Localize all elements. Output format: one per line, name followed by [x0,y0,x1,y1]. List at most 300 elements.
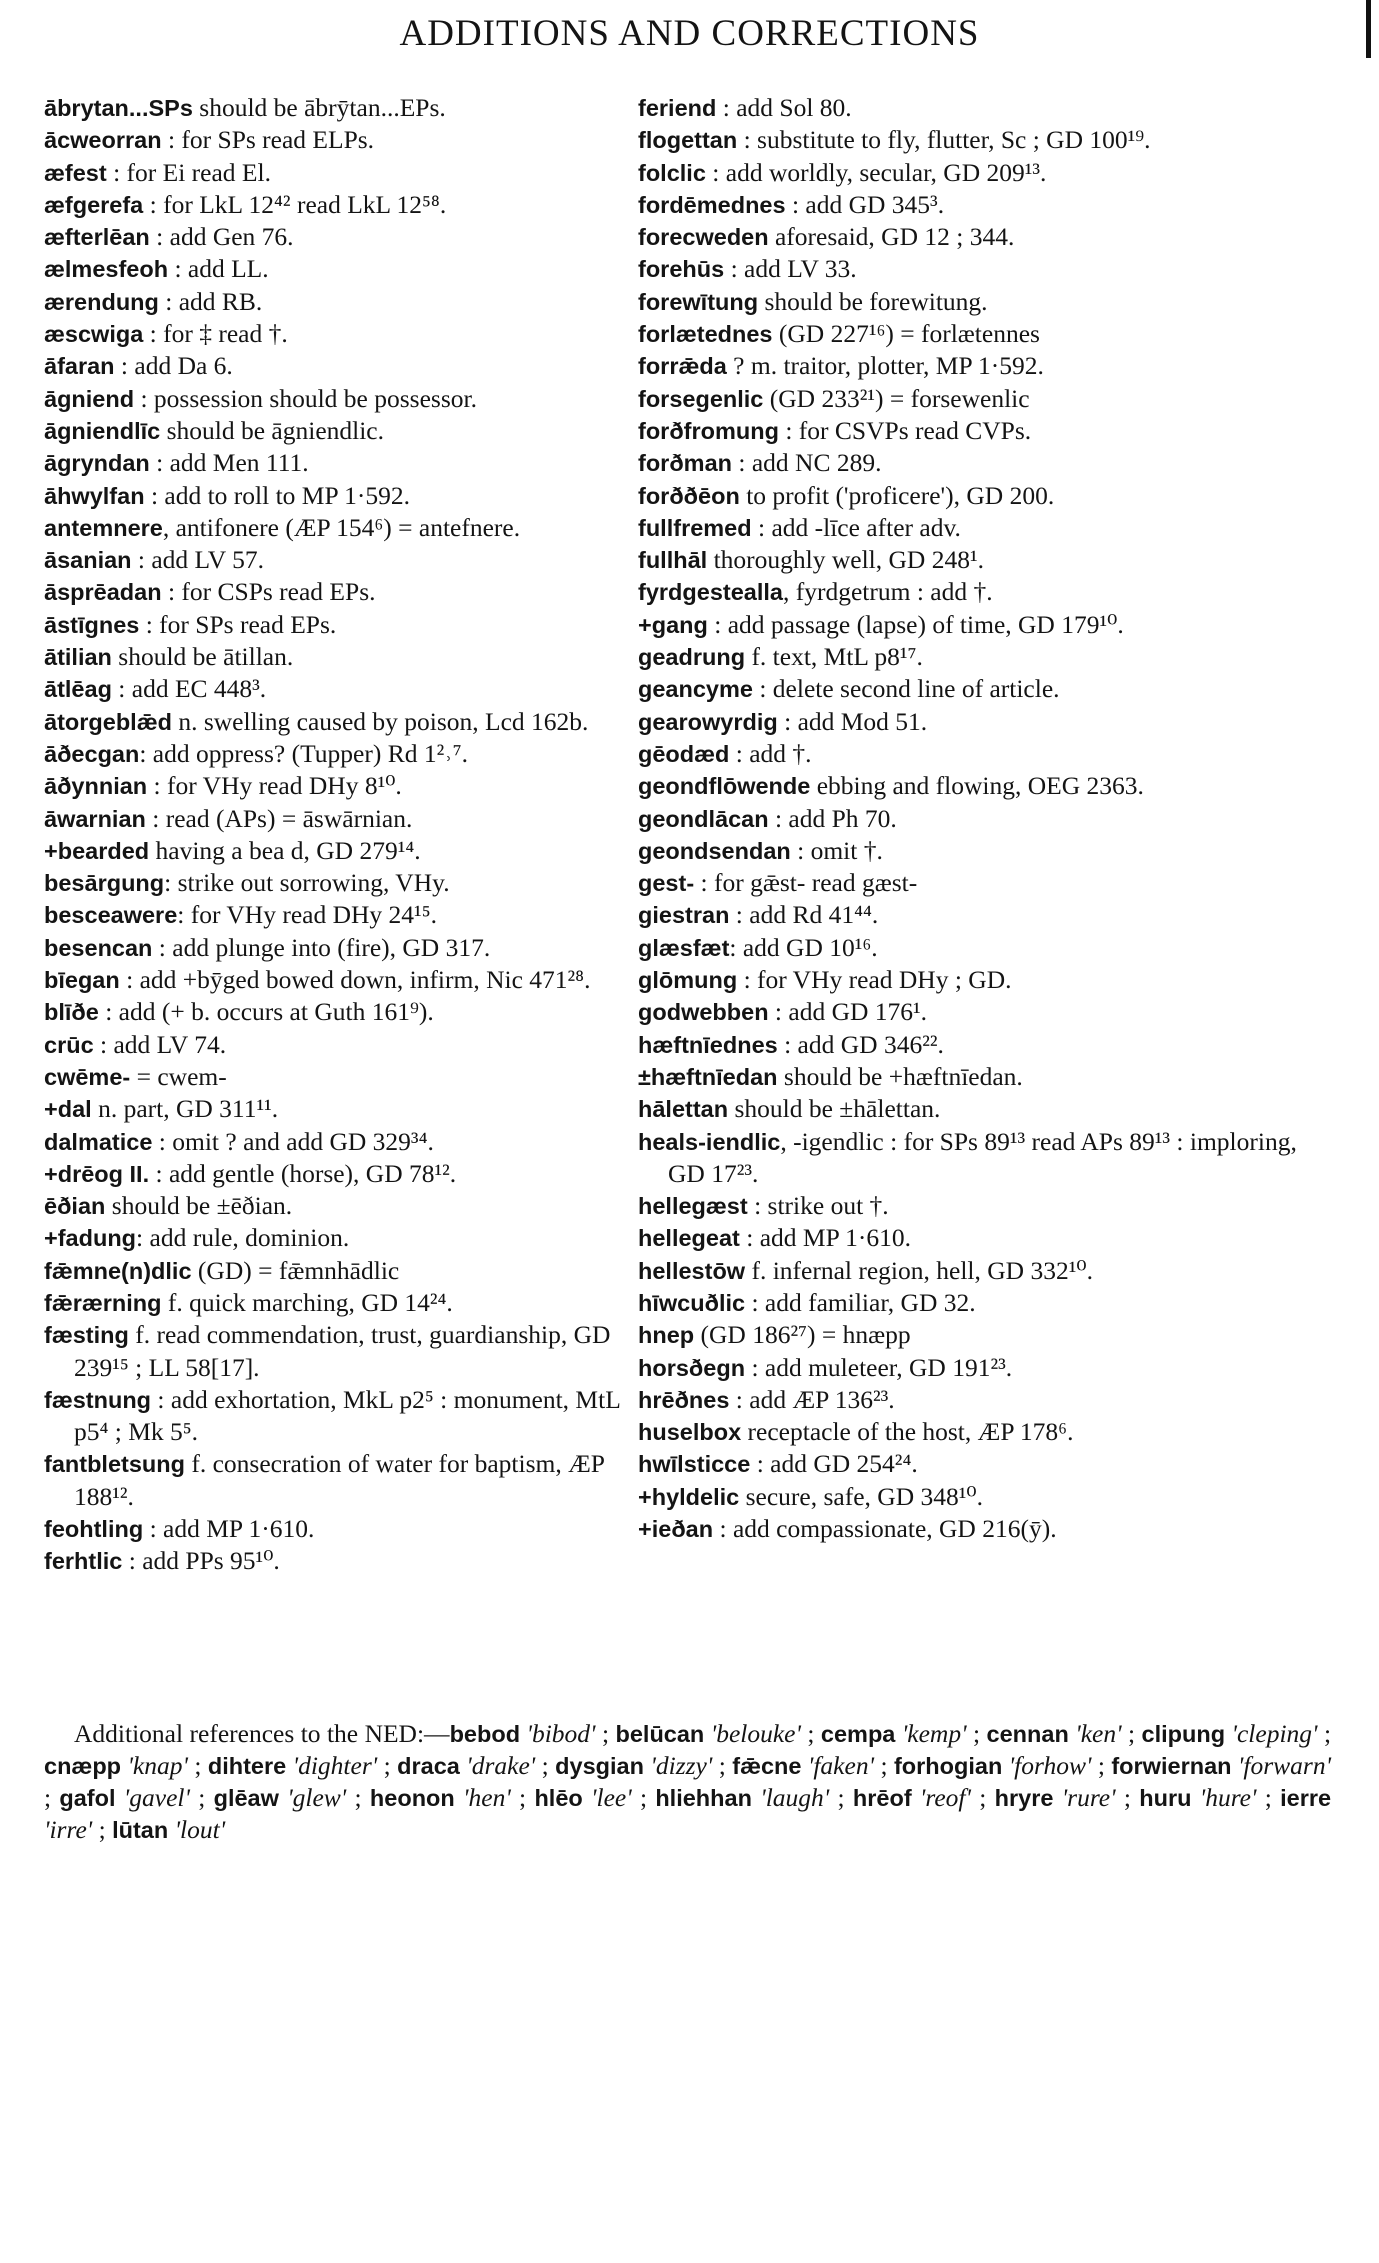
entry-headword: huselbox [638,1419,742,1446]
entry-headword: geancyme [638,676,753,703]
dictionary-entry [44,867,642,899]
entry-note: : add EC 448³. [111,674,267,704]
dictionary-entry [638,576,1331,608]
entry-note: : add MP 1·610. [143,1514,315,1544]
entry-headword: ātorgeblǣd [44,708,172,735]
dictionary-entry [638,544,1331,576]
dictionary-entry [44,964,642,996]
entry-note: : add NC 289. [732,448,882,478]
dictionary-entry [638,1287,1331,1319]
entry-headword: crūc [44,1031,94,1058]
entry-headword: āðecgan [44,740,140,767]
dictionary-entry [638,1255,1331,1287]
entry-note: : add Sol 80. [716,93,852,122]
dictionary-entry [44,1513,642,1545]
dictionary-entry [638,1222,1331,1254]
entry-headword: +dal [44,1096,92,1123]
ned-form: 'laugh' [760,1783,830,1812]
entry-headword: folclic [638,159,706,186]
entry-headword: glæsfæt [638,934,730,961]
entry-headword: glōmung [638,967,738,994]
dictionary-entry [638,1319,1331,1351]
dictionary-entry [44,803,642,835]
entry-headword: godwebben [638,999,769,1026]
ned-form: 'cleping' [1231,1719,1318,1748]
dictionary-entry [638,1190,1331,1222]
entry-note: f. infernal region, hell, GD 332¹⁰. [745,1255,1093,1285]
entry-note: : add GD 346²². [777,1029,944,1059]
dictionary-entry [44,253,642,285]
dictionary-entry [638,92,1331,124]
entry-headword: æfest [44,159,107,186]
dictionary-entry [44,1061,642,1093]
entry-headword: cwēme- [44,1063,131,1090]
entry-headword: hæftnīednes [638,1031,778,1058]
dictionary-entry [638,835,1331,867]
entry-headword: bīegan [44,967,120,994]
ned-form: 'glew' [287,1783,347,1812]
entry-headword: blīðe [44,999,99,1026]
entry-headword: forðman [638,450,732,477]
entry-headword: ælmesfeoh [44,256,169,283]
dictionary-entry [638,1481,1331,1513]
entry-note: : add GD 10¹⁶. [729,932,878,962]
entry-headword: fæstnung [44,1386,152,1413]
dictionary-entry [44,189,642,221]
dictionary-entry [44,1319,642,1384]
dictionary-entry [638,1448,1331,1480]
ned-form: 'gavel' [123,1783,190,1812]
dictionary-entry [44,1448,642,1513]
ned-word: cennan [986,1721,1069,1747]
ned-form: 'kemp' [901,1719,967,1748]
entry-note: should be āgniendlic. [160,415,385,445]
dictionary-entry [44,124,642,156]
entry-note: = cwem- [130,1061,227,1091]
entry-headword: āsprēadan [44,579,162,606]
entry-note: : add muleteer, GD 191²³. [745,1352,1013,1382]
dictionary-entry [44,221,642,253]
dictionary-entry [638,641,1331,673]
entry-note: : for CSPs read EPs. [161,577,376,607]
entry-headword: ferhtlic [44,1548,123,1575]
entry-note: : add GD 176¹. [768,997,928,1027]
entry-headword: fǣrærning [44,1289,162,1316]
entry-note: ? m. traitor, plotter, MP 1·592. [726,351,1044,381]
entry-headword: giestran [638,902,730,929]
dictionary-entry [638,415,1331,447]
entry-note: : for LkL 12⁴² read LkL 12⁵⁸. [143,189,447,219]
dictionary-entry [44,899,642,931]
entry-note: , fyrdgetrum : add †. [782,577,993,607]
entry-note: : add Da 6. [114,351,233,381]
ned-word: cempa [820,1721,896,1747]
entry-headword: fǣmne(n)dlic [44,1257,192,1284]
ned-word: clipung [1141,1721,1226,1747]
entry-headword: forecweden [638,224,769,251]
entry-note: should be +hæftnīedan. [777,1061,1023,1091]
entry-headword: besencan [44,934,153,961]
entry-note: : add rule, dominion. [136,1223,350,1253]
ned-form: 'knap' [127,1751,188,1780]
dictionary-entry [638,221,1331,253]
ned-form: 'faken' [807,1751,875,1780]
entry-headword: hālettan [638,1096,729,1123]
ned-word: ierre [1280,1785,1332,1811]
entry-note: : add MP 1·610. [739,1223,912,1253]
dictionary-entry [638,738,1331,770]
entry-note: : add Mod 51. [777,706,928,736]
entry-note: : strike out †. [747,1191,889,1221]
ned-word: forhogian [893,1753,1003,1779]
ned-form: 'bibod' [526,1719,596,1748]
entry-headword: hwīlsticce [638,1451,751,1478]
dictionary-entry [44,1384,642,1449]
entry-headword: +hyldelic [638,1483,740,1510]
ned-form: 'rure' [1061,1783,1116,1812]
dictionary-entry [44,447,642,479]
dictionary-entry [44,706,642,738]
entry-headword: ātlēag [44,676,112,703]
entry-note: should be ābrȳtan...EPs. [192,93,446,122]
entry-headword: hnep [638,1322,695,1349]
dictionary-entry [44,1287,642,1319]
entry-note: : add GD 254²⁴. [750,1449,918,1479]
dictionary-entry [44,609,642,641]
ned-form: 'dighter' [292,1751,378,1780]
ned-word: cnæpp [44,1753,122,1779]
dictionary-entry [44,480,642,512]
entry-note: : add LV 57. [131,545,264,575]
dictionary-entry [44,641,642,673]
dictionary-entry [44,350,642,382]
ned-form: 'forwarn' [1237,1751,1332,1780]
entry-headword: dalmatice [44,1128,153,1155]
dictionary-entry [638,1384,1331,1416]
dictionary-entry [638,350,1331,382]
ned-form: 'hen' [463,1783,511,1812]
entry-note: : add exhortation, MkL p2⁵ : monument, MtL p5⁴ ; Mk 5⁵. [74,1384,620,1447]
entry-headword: fantbletsung [44,1451,185,1478]
entry-note: having a bea d, GD 279¹⁴. [149,835,421,865]
entry-note: : add †. [729,738,812,768]
ned-word: glēaw [213,1785,279,1811]
entry-headword: gest- [638,870,695,897]
entry-note: : add ÆP 136²³. [729,1384,895,1414]
entry-note: : add (+ b. occurs at Guth 161⁹). [98,997,434,1027]
entry-headword: forrǣda [638,353,727,380]
entry-headword: forððēon [638,482,740,509]
entry-note: : for SPs read ELPs. [161,125,375,155]
entry-note: should be ±hālettan. [728,1094,941,1124]
ned-word: forwiernan [1111,1753,1232,1779]
entry-note: : for CSVPs read CVPs. [778,415,1032,445]
entry-note: : for Ei read El. [106,157,271,187]
dictionary-entry [638,157,1331,189]
entry-headword: geondsendan [638,837,791,864]
entry-headword: āfaran [44,353,115,380]
entry-note: : add LV 74. [93,1029,227,1059]
dictionary-entry [44,512,642,544]
ned-references: Additional references to the NED:—bebod 'bibod' ; belūcan 'belouke' ; cempa 'kemp' ; cennan 'ken' ; clipung 'cleping' ; cnæpp 'knap' ; dihtere 'dighter' ; draca 'drake' ; dysgian 'dizzy' ; fǣcne 'faken' ; forhogian 'forhow' ; forwiernan 'forwarn' ; gafol 'gavel' ; glēaw 'glew' ; heonon 'hen' ; hlēo 'lee' ; hliehhan 'laugh' ; hrēof 'reof' ; hryre 'rure' ; huru 'hure' ; ierre 'irre' ; lūtan 'lout' [44,1719,1332,1844]
ned-form: 'ken' [1075,1719,1122,1748]
entry-headword: æscwiga [44,321,144,348]
entry-note: : for gǣst- read gæst- [694,868,918,898]
dictionary-entry [44,286,642,318]
entry-headword: āhwylfan [44,482,145,509]
dictionary-entry [638,1061,1331,1093]
ned-intro: Additional references to the NED:— [74,1719,450,1748]
dictionary-entry [44,318,642,350]
ned-word: hrēof [852,1785,912,1811]
dictionary-entry [44,1255,642,1287]
ned-word: belūcan [615,1721,705,1747]
entry-headword: geadrung [638,644,746,671]
dictionary-entry [44,1222,642,1254]
entry-note: f. read commendation, trust, guardianship, GD 239¹⁵ ; LL 58[17]. [74,1320,611,1382]
entry-note: : add passage (lapse) of time, GD 179¹⁰. [707,609,1124,639]
entry-note: : add familiar, GD 32. [745,1287,976,1317]
ned-form: 'hure' [1199,1783,1257,1812]
entry-note: : add gentle (horse), GD 78¹². [149,1158,457,1188]
dictionary-entry [638,318,1331,350]
dictionary-entry [638,480,1331,512]
entry-note: f. text, MtL p8¹⁷. [745,642,923,672]
entry-headword: ±hæftnīedan [638,1063,778,1090]
entry-note: should be ātillan. [111,642,294,672]
entry-note: : add worldly, secular, GD 209¹³. [705,157,1047,187]
ned-word: hliehhan [655,1785,752,1811]
entry-headword: antemnere [44,514,163,541]
entry-note: (GD) = fǣmnhādlic [191,1255,400,1285]
ned-form: 'lout' [174,1815,226,1844]
dictionary-entry [44,835,642,867]
entry-note: secure, safe, GD 348¹⁰. [739,1481,983,1511]
entry-headword: gearowyrdig [638,708,778,735]
entry-headword: feohtling [44,1516,144,1543]
dictionary-entry [638,964,1331,996]
dictionary-entry [638,286,1331,318]
entry-headword: āstīgnes [44,611,140,638]
entry-note: : omit †. [790,835,883,865]
dictionary-entry [44,932,642,964]
dictionary-entry [44,415,642,447]
entry-headword: +ieðan [638,1516,714,1543]
entry-headword: forðfromung [638,417,779,444]
dictionary-entry [638,1352,1331,1384]
dictionary-entry [638,673,1331,705]
entry-headword: fyrdgestealla [638,579,783,606]
entry-note: : add LV 33. [724,254,857,284]
entry-note: , antifonere (ÆP 154⁶) = antefnere. [162,512,521,542]
entry-note: : add GD 345³. [785,189,945,219]
ned-word: heonon [369,1785,455,1811]
ned-form: 'belouke' [710,1719,801,1748]
entry-note: : substitute to fly, flutter, Sc ; GD 100¹⁹. [737,125,1151,155]
entry-note: should be forewitung. [758,286,988,316]
dictionary-entry [44,1029,642,1061]
ned-form: 'irre' [44,1815,93,1844]
entry-headword: +bearded [44,837,150,864]
ned-word: huru [1139,1785,1192,1811]
entry-note: : add +bȳged bowed down, infirm, Nic 471²⁸. [119,965,591,995]
dictionary-entry [638,189,1331,221]
entry-note: : add LL. [168,254,269,284]
page-title: ADDITIONS AND CORRECTIONS [399,13,980,54]
entry-note: : for ‡ read †. [143,319,288,349]
dictionary-entry [638,932,1331,964]
ned-word: lūtan [112,1817,169,1843]
entry-headword: æfgerefa [44,191,144,218]
dictionary-entry [638,1513,1331,1545]
dictionary-entry [638,1126,1331,1191]
dictionary-entry [638,706,1331,738]
dictionary-entry [44,770,642,802]
entry-note: aforesaid, GD 12 ; 344. [768,222,1015,252]
entry-headword: ācweorran [44,127,162,154]
dictionary-entry [44,996,642,1028]
dictionary-entry [638,803,1331,835]
dictionary-entry [44,738,642,770]
ned-word: draca [397,1753,460,1779]
entry-headword: hīwcuðlic [638,1289,746,1316]
entry-headword: besārgung [44,870,165,897]
dictionary-entry [44,1158,642,1190]
entry-headword: æfterlēan [44,224,150,251]
entry-headword: +gang [638,611,708,638]
dictionary-entry [44,544,642,576]
entry-headword: ēðian [44,1193,106,1220]
entry-headword: ærendung [44,288,159,315]
entry-headword: geondlācan [638,805,769,832]
entry-note: to profit ('proficere'), GD 200. [739,480,1055,510]
entry-headword: heals-iendlic [638,1128,781,1155]
entry-note: : add RB. [158,286,263,316]
entry-headword: fordēmednes [638,191,786,218]
dictionary-entry [638,899,1331,931]
entry-note: f. quick marching, GD 14²⁴. [161,1287,453,1317]
entry-note: receptacle of the host, ÆP 178⁶. [741,1417,1074,1447]
entry-note: thoroughly well, GD 248¹. [707,545,984,575]
entry-headword: ātilian [44,644,112,671]
entry-headword: +fadung [44,1225,137,1252]
entry-note: : add Gen 76. [149,222,294,252]
entry-note: : add to roll to MP 1·592. [144,480,410,510]
entry-headword: flogettan [638,127,738,154]
dictionary-entry [44,1126,642,1158]
entry-headword: geondflōwende [638,773,811,800]
entry-headword: +drēog II. [44,1160,150,1187]
ned-form: 'forhow' [1008,1751,1092,1780]
dictionary-entry [638,1093,1331,1125]
dictionary-entry [638,253,1331,285]
entry-note: : for VHy read DHy 8¹⁰. [147,771,402,801]
entry-note: : for VHy read DHy 24¹⁵. [177,900,437,930]
entry-headword: forlætednes [638,321,773,348]
entry-headword: āwarnian [44,805,146,832]
entry-headword: fæsting [44,1322,129,1349]
entry-headword: forsegenlic [638,385,764,412]
dictionary-entry [638,867,1331,899]
entry-headword: fullfremed [638,514,752,541]
entry-note: should be ±ēðian. [105,1191,293,1221]
entry-note: : add PPs 95¹⁰. [122,1546,280,1576]
ned-word: hlēo [534,1785,583,1811]
entry-headword: forewītung [638,288,759,315]
entry-note: : add -līce after adv. [751,512,961,542]
ned-form: 'dizzy' [650,1751,713,1780]
dictionary-entry [638,1029,1331,1061]
entry-note: (GD 227¹⁶) = forlætennes [772,319,1040,349]
ned-word: dysgian [555,1753,644,1779]
entry-note: n. part, GD 311¹¹. [91,1094,279,1124]
right-column [638,92,1331,1545]
dictionary-entry [638,383,1331,415]
entry-headword: fullhāl [638,547,708,574]
entry-headword: hellegeat [638,1225,740,1252]
entry-headword: āðynnian [44,773,148,800]
left-column [44,92,642,1578]
entry-headword: horsðegn [638,1354,746,1381]
dictionary-entry [638,1416,1331,1448]
entry-headword: hellegæst [638,1193,748,1220]
dictionary-entry [44,383,642,415]
dictionary-entry [44,157,642,189]
entry-note: : add oppress? (Tupper) Rd 1²˒⁷. [139,738,468,768]
dictionary-entry [44,576,642,608]
dictionary-entry [44,1093,642,1125]
entry-headword: besceawere [44,902,178,929]
dictionary-entry [638,447,1331,479]
entry-note: : add Ph 70. [768,803,897,833]
entry-headword: āgryndan [44,450,150,477]
entry-headword: hellestōw [638,1257,746,1284]
entry-note: : add compassionate, GD 216(ȳ). [713,1514,1057,1544]
entry-note: : strike out sorrowing, VHy. [164,868,450,898]
dictionary-entry [638,996,1331,1028]
entry-headword: āgniend [44,385,135,412]
dictionary-entry [44,673,642,705]
entry-note: : for VHy read DHy ; GD. [737,965,1012,995]
entry-note: f. consecration of water for baptism, ÆP 188¹². [74,1449,604,1511]
entry-note: : read (APs) = āswārnian. [145,803,413,833]
ned-word: bebod [449,1721,521,1747]
entry-headword: gēodæd [638,740,730,767]
dictionary-entry [638,609,1331,641]
entry-headword: forehūs [638,256,725,283]
entry-headword: feriend [638,95,717,121]
ned-form: 'reof' [919,1783,971,1812]
entry-headword: āgniendlīc [44,417,161,444]
ned-word: fǣcne [732,1753,802,1779]
entry-note: : add Men 111. [149,448,309,478]
entry-note: (GD 233²¹) = forsewenlic [763,383,1030,413]
ned-form: 'drake' [466,1751,536,1780]
ned-form: 'lee' [591,1783,632,1812]
entry-note: , -igendlic : for SPs 89¹³ read APs 89¹³ : imploring, GD 17²³. [668,1126,1297,1188]
ned-word: hryre [994,1785,1054,1811]
entry-note: : possession should be possessor. [134,383,477,413]
entry-note: : omit ? and add GD 329³⁴. [152,1126,434,1156]
dictionary-entry [638,770,1331,802]
entry-headword: āsanian [44,547,132,574]
entry-note: : add plunge into (fire), GD 317. [152,932,491,962]
entry-headword: ābrytan...SPs [44,95,193,121]
ned-word: dihtere [207,1753,287,1779]
ned-word: gafol [59,1785,116,1811]
entry-note: : delete second line of article. [752,674,1060,704]
dictionary-entry [638,124,1331,156]
